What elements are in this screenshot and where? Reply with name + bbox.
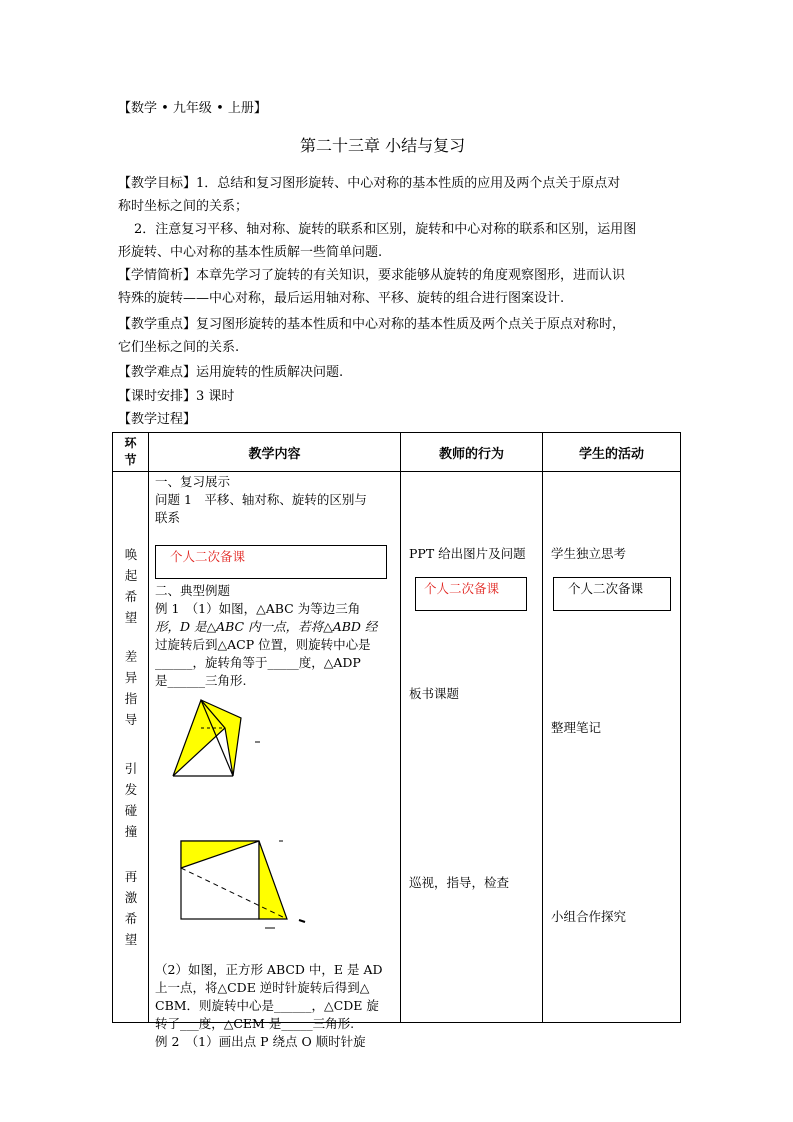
example-1b-line: （2）如图，正方形 ABCD 中，E 是 AD bbox=[155, 962, 383, 977]
subject-header: 【数学 • 九年级 • 上册】 bbox=[118, 101, 267, 116]
student-activity-1: 学生独立思考 bbox=[551, 546, 627, 561]
table-body-row bbox=[113, 472, 681, 1023]
example-1b-line: 转了___度，△CEM 是_____三角形. bbox=[155, 1016, 355, 1031]
example-2-line: 例 2 （1）画出点 P 绕点 O 顺时针旋 bbox=[155, 1034, 366, 1049]
header-stage bbox=[113, 433, 149, 472]
teaching-focus bbox=[118, 313, 678, 359]
focus-line: 它们坐标之间的关系. bbox=[118, 340, 240, 355]
stage-label-1 bbox=[113, 544, 149, 628]
analysis-line: 特殊的旋转——中心对称，最后运用轴对称、平移、旋转的组合进行图案设计. bbox=[118, 291, 565, 306]
backup-label: 个人二次备课 bbox=[568, 581, 644, 596]
goals-line: 2．注意复习平移、轴对称、旋转的联系和区别，旋转和中心对称的联系和区别，运用图 bbox=[134, 222, 637, 237]
teaching-process-table bbox=[112, 432, 681, 1049]
stage-text: 引发碰撞 bbox=[124, 761, 138, 839]
stage-label-2 bbox=[113, 646, 149, 730]
student-cell bbox=[543, 472, 681, 1023]
teacher-action-3: 巡视，指导，检查 bbox=[409, 875, 510, 890]
triangle-figure bbox=[171, 698, 261, 782]
class-schedule bbox=[118, 385, 678, 408]
stage-text: 再激希望 bbox=[124, 869, 138, 947]
backup-label: 个人二次备课 bbox=[424, 581, 500, 596]
student-activity-2: 整理笔记 bbox=[551, 720, 602, 735]
label-mark bbox=[299, 920, 305, 922]
example-1-line: 形，D 是△ABC 内一点，若将△ABD 经 bbox=[155, 619, 378, 634]
student-activity-3: 小组合作探究 bbox=[551, 909, 627, 924]
page-title: 第二十三章 小结与复习 bbox=[300, 136, 466, 155]
stage-text: 唤起希望 bbox=[124, 547, 138, 625]
analysis-line: 【学情简析】本章先学习了旋转的有关知识，要求能够从旋转的角度观察图形，进而认识 bbox=[118, 268, 626, 283]
question-1-line: 联系 bbox=[155, 510, 181, 525]
teaching-goals bbox=[118, 172, 678, 264]
stage-label-3 bbox=[113, 758, 149, 842]
backup-box-student bbox=[553, 577, 671, 611]
stage-cell bbox=[113, 472, 149, 1023]
examples-title: 二、典型例题 bbox=[155, 583, 231, 598]
example-1-line: ______，旋转角等于_____度，△ADP bbox=[155, 655, 361, 670]
table-header-row bbox=[113, 433, 681, 472]
header-student: 学生的活动 bbox=[543, 433, 681, 472]
learning-analysis bbox=[118, 264, 678, 310]
content-cell bbox=[149, 472, 401, 1049]
example-1-line: 例 1 （1）如图，△ABC 为等边三角 bbox=[155, 601, 361, 616]
focus-line: 【教学重点】复习图形旋转的基本性质和中心对称的基本性质及两个点关于原点对称时， bbox=[118, 317, 626, 332]
triangle-cde bbox=[181, 841, 259, 868]
question-1-line: 问题 1 平移、轴对称、旋转的区别与 bbox=[155, 492, 367, 507]
process-label bbox=[118, 408, 678, 431]
backup-box-content bbox=[155, 545, 387, 579]
teacher-action-1: PPT 给出图片及问题 bbox=[409, 546, 526, 561]
teaching-difficulty bbox=[118, 361, 678, 384]
stage-label-4 bbox=[113, 866, 149, 950]
header-teacher: 教师的行为 bbox=[401, 433, 543, 472]
teacher-action-2: 板书课题 bbox=[409, 686, 460, 701]
example-1b-line: CBM．则旋转中心是______，△CDE 旋 bbox=[155, 998, 379, 1013]
review-title: 一、复习展示 bbox=[155, 474, 231, 489]
process-label-text: 【教学过程】 bbox=[118, 412, 197, 427]
goals-line: 称时坐标之间的关系； bbox=[118, 199, 249, 214]
header-stage-text: 环节 bbox=[124, 436, 137, 467]
example-1b-line: 上一点，将△CDE 逆时针旋转后得到△ bbox=[155, 980, 370, 995]
stage-text: 差异指导 bbox=[124, 649, 138, 727]
schedule-text: 【课时安排】3 课时 bbox=[118, 389, 235, 404]
backup-box-teacher bbox=[415, 577, 527, 611]
header-content: 教学内容 bbox=[149, 433, 401, 472]
square-figure bbox=[179, 838, 319, 930]
goals-line: 形旋转、中心对称的基本性质解一些简单问题. bbox=[118, 245, 383, 260]
teacher-cell bbox=[401, 472, 543, 1023]
example-1-line: 是______三角形. bbox=[155, 673, 247, 688]
goals-line: 【教学目标】1．总结和复习图形旋转、中心对称的基本性质的应用及两个点关于原点对 bbox=[118, 176, 621, 191]
example-1-line: 过旋转后到△ACP 位置，则旋转中心是 bbox=[155, 637, 371, 652]
difficulty-text: 【教学难点】运用旋转的性质解决问题. bbox=[118, 365, 344, 380]
backup-label: 个人二次备课 bbox=[170, 549, 246, 564]
